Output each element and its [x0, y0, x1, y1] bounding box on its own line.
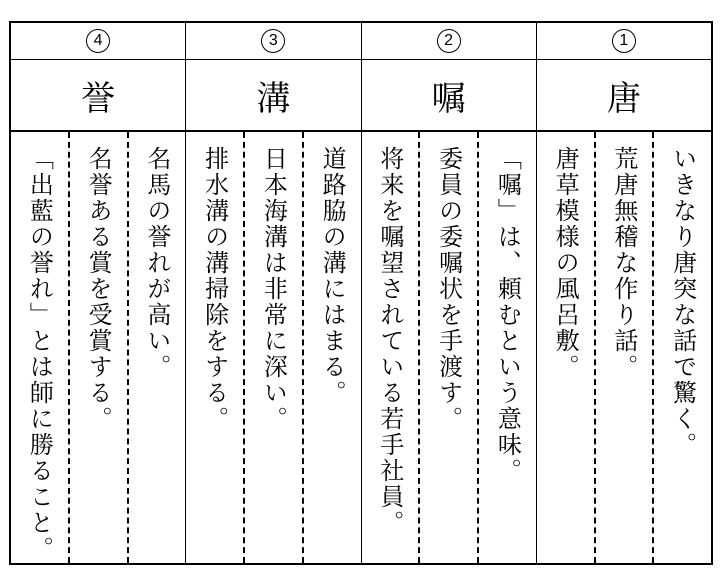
sentence-group-2 — [361, 132, 536, 563]
example-sentence: 荒唐無稽な作り話。 — [609, 146, 638, 380]
sentence-row — [11, 132, 711, 563]
example-sentence: 「出藍の誉れ」とは師に勝ること。 — [25, 146, 54, 562]
kanji-heading-3: 溝 — [185, 60, 360, 130]
number-cell-3 — [185, 23, 360, 59]
number-cell-2 — [361, 23, 536, 59]
example-sentence-cell — [418, 132, 477, 563]
example-sentence: いきなり唐突な話で驚く。 — [668, 146, 697, 458]
example-sentence-cell — [594, 132, 653, 563]
example-sentence-cell — [127, 132, 186, 563]
number-cell-4 — [11, 23, 185, 59]
sentence-group-1 — [536, 132, 711, 563]
example-sentence-cell — [477, 132, 536, 563]
kanji-heading-2: 嘱 — [361, 60, 536, 130]
example-sentence: 道路脇の溝にはまる。 — [318, 146, 347, 406]
example-sentence-cell — [186, 132, 243, 563]
number-row — [11, 23, 711, 60]
example-sentence: 名馬の誉れが高い。 — [142, 146, 171, 380]
circled-number-4: 4 — [86, 29, 110, 53]
sentence-group-4 — [11, 132, 185, 563]
kanji-worksheet — [9, 21, 713, 565]
number-cell-1 — [536, 23, 711, 59]
example-sentence-cell — [362, 132, 419, 563]
kanji-row — [11, 60, 711, 132]
circled-number-3: 3 — [261, 29, 285, 53]
sentence-group-3 — [185, 132, 360, 563]
circled-number-1: 1 — [612, 29, 636, 53]
example-sentence: 排水溝の溝掃除をする。 — [200, 146, 229, 432]
example-sentence: 将来を嘱望されている若手社員。 — [375, 146, 404, 536]
example-sentence: 名誉ある賞を受賞する。 — [84, 146, 113, 432]
example-sentence: 「嘱」は、頼むという意味。 — [493, 146, 522, 484]
example-sentence-cell — [68, 132, 127, 563]
kanji-heading-1: 唐 — [536, 60, 711, 130]
kanji-heading-4: 誉 — [81, 78, 116, 119]
example-sentence-cell — [537, 132, 594, 563]
example-sentence: 委員の委嘱状を手渡す。 — [434, 146, 463, 432]
circled-number-2: 2 — [437, 29, 461, 53]
example-sentence-cell — [302, 132, 361, 563]
example-sentence-cell — [11, 132, 68, 563]
example-sentence-cell — [243, 132, 302, 563]
example-sentence: 日本海溝は非常に深い。 — [259, 146, 288, 432]
example-sentence-cell — [652, 132, 711, 563]
example-sentence: 唐草模様の風呂敷。 — [551, 146, 580, 380]
